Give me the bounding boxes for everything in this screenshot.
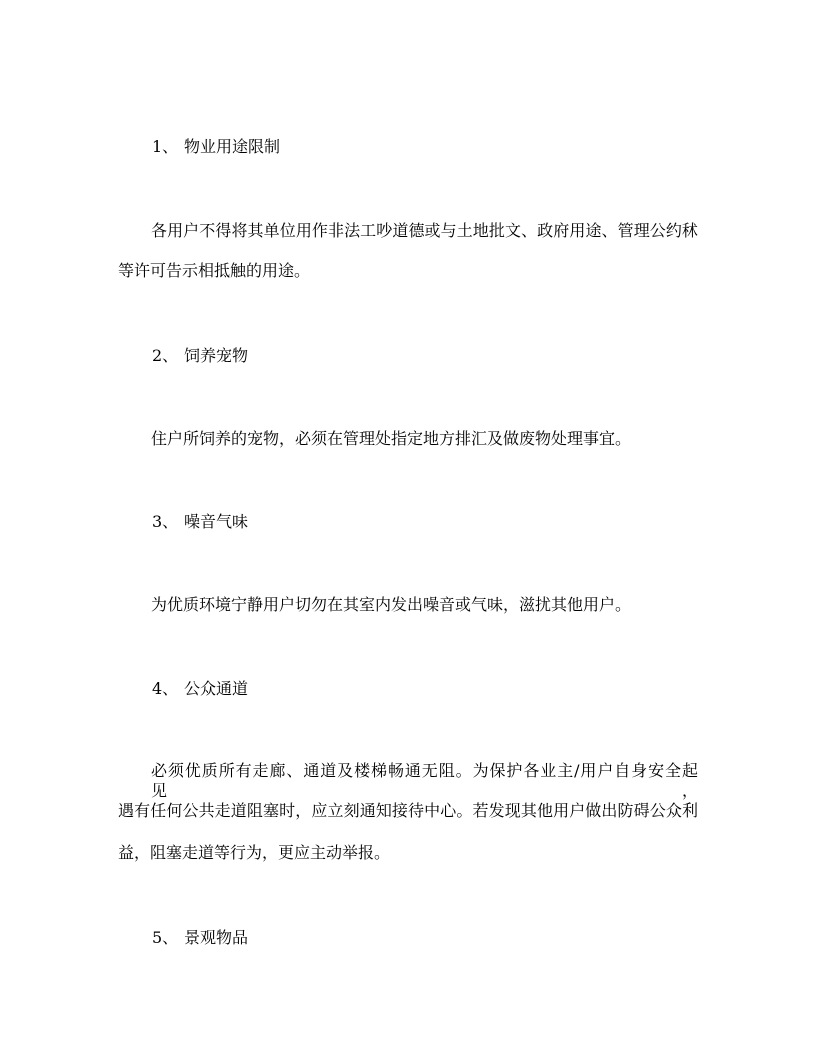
section-number: 2、 — [152, 346, 179, 365]
section-title: 噪音气味 — [184, 512, 249, 531]
section-heading — [0, 346, 816, 366]
section-heading — [0, 679, 816, 699]
section-heading — [0, 137, 816, 157]
paragraph-line: 等许可告示相抵触的用途。 — [118, 261, 311, 280]
section-number: 5、 — [152, 928, 179, 947]
section-title: 公众通道 — [184, 679, 249, 698]
section-number: 3、 — [152, 512, 179, 531]
paragraph-line: 各用户不得将其单位用作非法工吵道德或与土地批文、政府用途、管理公约秫 — [151, 221, 698, 240]
paragraph-line: 住户所饲养的宠物，必须在管理处指定地方排汇及做废物处理事宜。 — [151, 429, 632, 448]
paragraph-line: 遇有任何公共走道阻塞时，应立刻通知接待中心。若发现其他用户做出防碍公众利 — [118, 801, 698, 820]
section-heading — [0, 512, 816, 532]
section-title: 饲养宠物 — [184, 346, 249, 365]
section-number: 1、 — [152, 137, 179, 156]
section-title: 景观物品 — [184, 928, 249, 947]
section-title: 物业用途限制 — [184, 137, 281, 156]
section-heading — [0, 928, 816, 948]
paragraph-line: 益，阻塞走道等行为，更应主动举报。 — [118, 843, 391, 862]
paragraph-line: 必须优质所有走廊、通道及楼梯畅通无阻。为保护各业主/用户自身安全起见， — [151, 761, 698, 800]
paragraph-line: 为优质环境宁静用户切勿在其室内发出噪音或气味，滋扰其他用户。 — [151, 595, 632, 614]
section-number: 4、 — [152, 679, 179, 698]
